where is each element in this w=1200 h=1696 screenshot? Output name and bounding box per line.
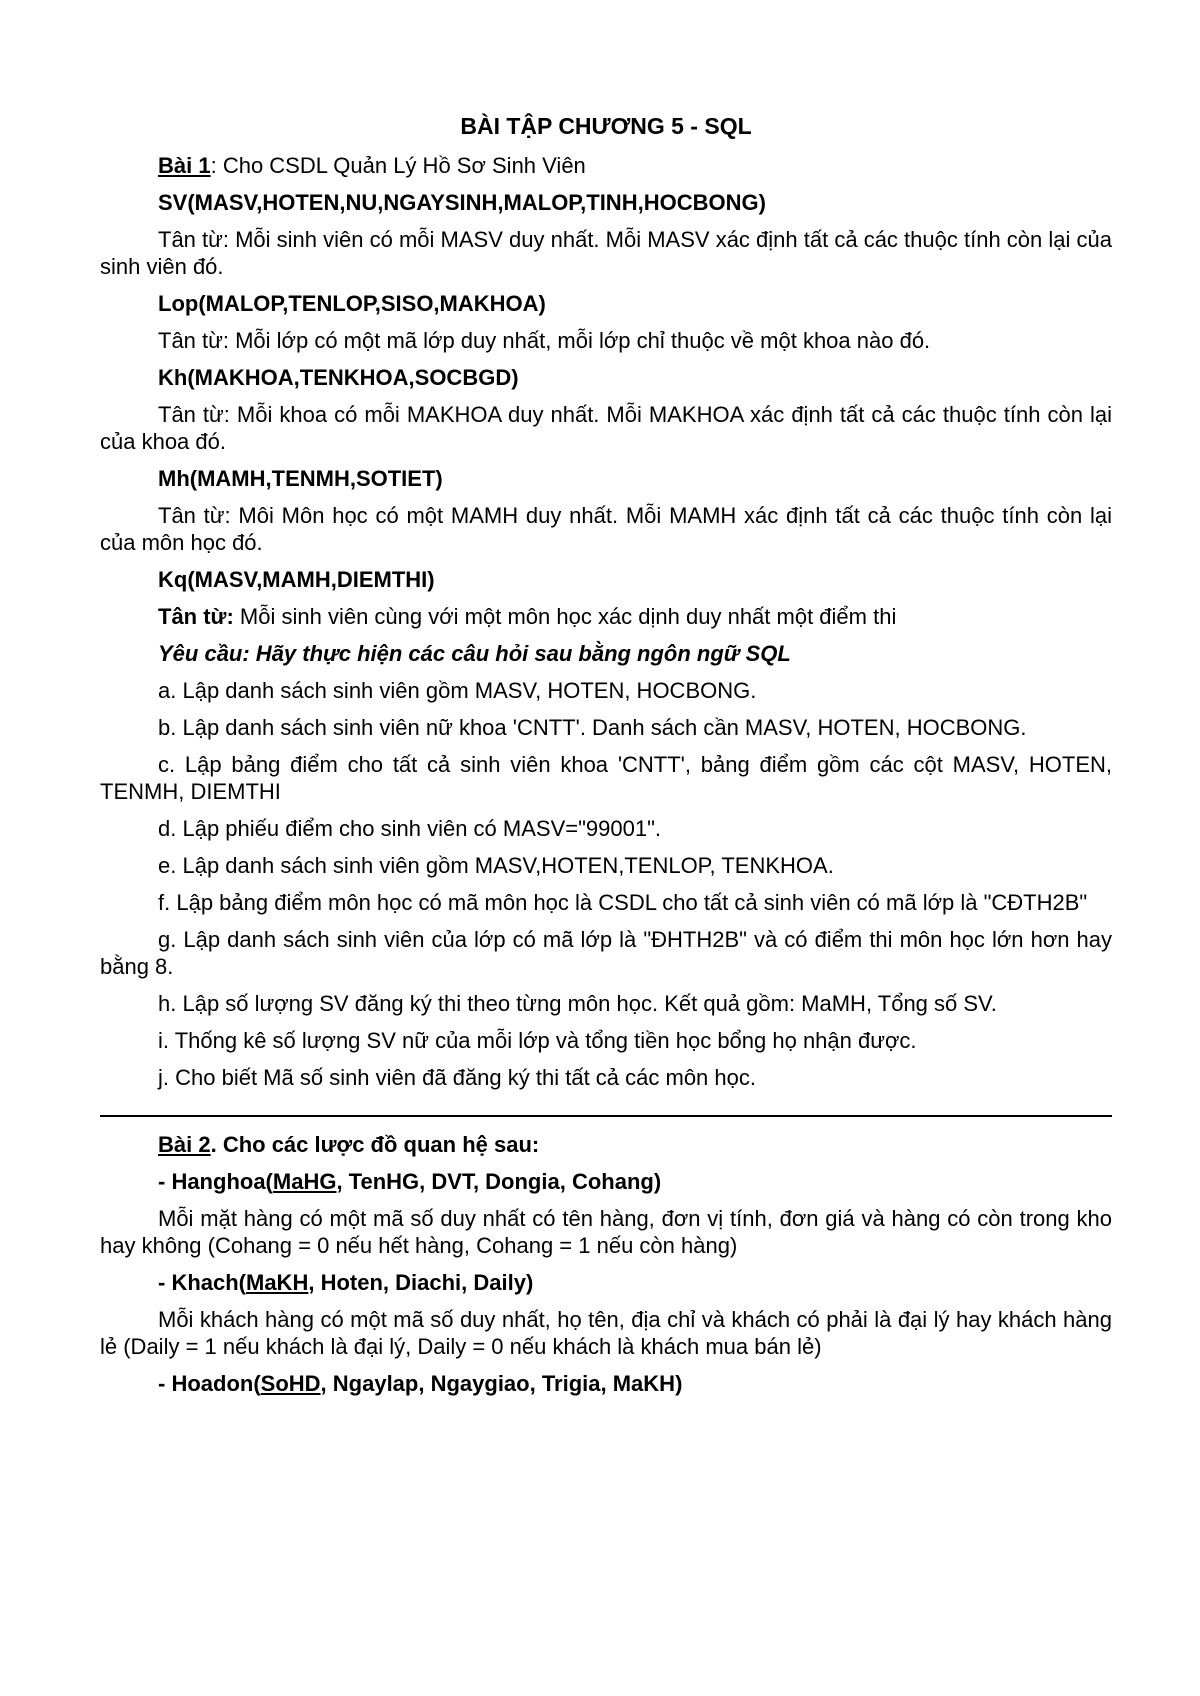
tan-tu-label: Tân từ [158, 402, 224, 427]
tan-tu-label: Tân từ [158, 227, 223, 252]
tan-tu-label: Tân từ [158, 328, 223, 353]
relation-key: SoHD [260, 1371, 321, 1396]
section-divider [100, 1115, 1112, 1117]
question-item [100, 990, 1112, 1017]
bai2-heading-text: . Cho các lược đồ quan hệ sau: [210, 1132, 540, 1157]
question-label: g. [158, 927, 177, 952]
question-label: i. [158, 1028, 169, 1053]
relation-hoadon [100, 1370, 1112, 1397]
relation-prefix: - Hoadon( [158, 1371, 261, 1396]
tan-tu-kq [100, 603, 1112, 630]
question-label: h. [158, 991, 177, 1016]
document-content [100, 112, 1112, 1407]
tan-tu-text: : Mỗi khoa có mỗi MAKHOA duy nhất. Mỗi MAKHOA xác định tất cả các thuộc tính còn lại của khoa đó. [100, 402, 1112, 454]
tan-tu-label: Tân từ [158, 503, 225, 528]
question-label: e. [158, 853, 177, 878]
question-label: j. [158, 1065, 169, 1090]
question-item [100, 815, 1112, 842]
schema-lop: Lop(MALOP,TENLOP,SISO,MAKHOA) [158, 291, 546, 316]
tan-tu-kh [100, 401, 1112, 455]
page-title: BÀI TẬP CHƯƠNG 5 - SQL [460, 113, 752, 139]
relation-khach [100, 1269, 1112, 1296]
tan-tu-text: : Môi Môn học có một MAMH duy nhất. Mỗi MAMH xác định tất cả các thuộc tính còn lại của môn học đó. [100, 503, 1112, 555]
question-list [100, 677, 1112, 1091]
question-text: Lập số lượng SV đăng ký thi theo từng môn học. Kết quả gồm: MaMH, Tổng số SV. [176, 991, 997, 1016]
question-item [100, 714, 1112, 741]
bai1-label: Bài 1 [158, 153, 211, 178]
tan-tu-lop [100, 327, 1112, 354]
question-text: Lập bảng điểm cho tất cả sinh viên khoa 'CNTT', bảng điểm gồm các cột MASV, HOTEN, TENMH, DIEMTHI [100, 752, 1112, 804]
relation-khach-desc: Mỗi khách hàng có một mã số duy nhất, họ tên, địa chỉ và khách có phải là đại lý hay khách hàng lẻ (Daily = 1 nếu khách là đại lý, Daily = 0 nếu khách là khách mua bán lẻ) [100, 1307, 1112, 1359]
question-item [100, 1064, 1112, 1091]
bai1-sep: : [210, 153, 223, 178]
relation-hanghoa-desc: Mỗi mặt hàng có một mã số duy nhất có tên hàng, đơn vị tính, đơn giá và hàng có còn trong kho hay không (Cohang = 0 nếu hết hàng, Cohang = 1 nếu còn hàng) [100, 1206, 1112, 1258]
yeu-cau: Yêu cầu: Hãy thực hiện các câu hỏi sau bằng ngôn ngữ SQL [158, 641, 791, 666]
question-text: Lập danh sách sinh viên gồm MASV,HOTEN,TENLOP, TENKHOA. [176, 853, 834, 878]
relation-prefix: - Khach( [158, 1270, 246, 1295]
tan-tu-label: Tân từ: [158, 604, 234, 629]
relation-key: MaKH [246, 1270, 309, 1295]
question-text: Lập bảng điểm môn học có mã môn học là CSDL cho tất cả sinh viên có mã lớp là "CĐTH2B" [170, 890, 1088, 915]
schema-sv: SV(MASV,HOTEN,NU,NGAYSINH,MALOP,TINH,HOCBONG) [158, 190, 766, 215]
question-item [100, 1027, 1112, 1054]
bai2-label: Bài 2 [158, 1132, 211, 1157]
bai2-heading [100, 1131, 1112, 1158]
relation-hanghoa [100, 1168, 1112, 1195]
question-text: Lập phiếu điểm cho sinh viên có MASV="99001". [176, 816, 662, 841]
question-text: Lập danh sách sinh viên gồm MASV, HOTEN, HOCBONG. [176, 678, 757, 703]
relation-key: MaHG [272, 1169, 337, 1194]
question-text: Cho biết Mã số sinh viên đã đăng ký thi tất cả các môn học. [169, 1065, 756, 1090]
tan-tu-mh [100, 502, 1112, 556]
question-text: Lập danh sách sinh viên nữ khoa 'CNTT'. Danh sách cần MASV, HOTEN, HOCBONG. [176, 715, 1027, 740]
relation-rest: , Ngaylap, Ngaygiao, Trigia, MaKH) [320, 1371, 683, 1396]
relation-rest: , TenHG, DVT, Dongia, Cohang) [336, 1169, 662, 1194]
question-label: a. [158, 678, 177, 703]
question-label: c. [158, 752, 176, 777]
question-label: f. [158, 890, 171, 915]
question-item [100, 852, 1112, 879]
question-item [100, 889, 1112, 916]
question-text: Thống kê số lượng SV nữ của mỗi lớp và tổng tiền học bổng họ nhận được. [169, 1028, 917, 1053]
relation-rest: , Hoten, Diachi, Daily) [308, 1270, 534, 1295]
bai1-heading-text: Cho CSDL Quản Lý Hồ Sơ Sinh Viên [222, 153, 586, 178]
relation-prefix: - Hanghoa( [158, 1169, 273, 1194]
schema-kq: Kq(MASV,MAMH,DIEMTHI) [158, 567, 435, 592]
question-item [100, 677, 1112, 704]
tan-tu-text: : Mỗi lớp có một mã lớp duy nhất, mỗi lớp chỉ thuộc về một khoa nào đó. [222, 328, 931, 353]
tan-tu-text: Mỗi sinh viên cùng với một môn học xác dịnh duy nhất một điểm thi [233, 604, 897, 629]
question-label: d. [158, 816, 177, 841]
schema-kh: Kh(MAKHOA,TENKHOA,SOCBGD) [158, 365, 519, 390]
question-item [100, 926, 1112, 980]
tan-tu-text: : Mỗi sinh viên có mỗi MASV duy nhất. Mỗi MASV xác định tất cả các thuộc tính còn lại của sinh viên đó. [100, 227, 1112, 279]
bai1-heading [100, 152, 1112, 179]
question-item [100, 751, 1112, 805]
question-label: b. [158, 715, 177, 740]
schema-mh: Mh(MAMH,TENMH,SOTIET) [158, 466, 443, 491]
tan-tu-sv [100, 226, 1112, 280]
question-text: Lập danh sách sinh viên của lớp có mã lớp là "ĐHTH2B" và có điểm thi môn học lớn hơn hay bằng 8. [100, 927, 1112, 979]
